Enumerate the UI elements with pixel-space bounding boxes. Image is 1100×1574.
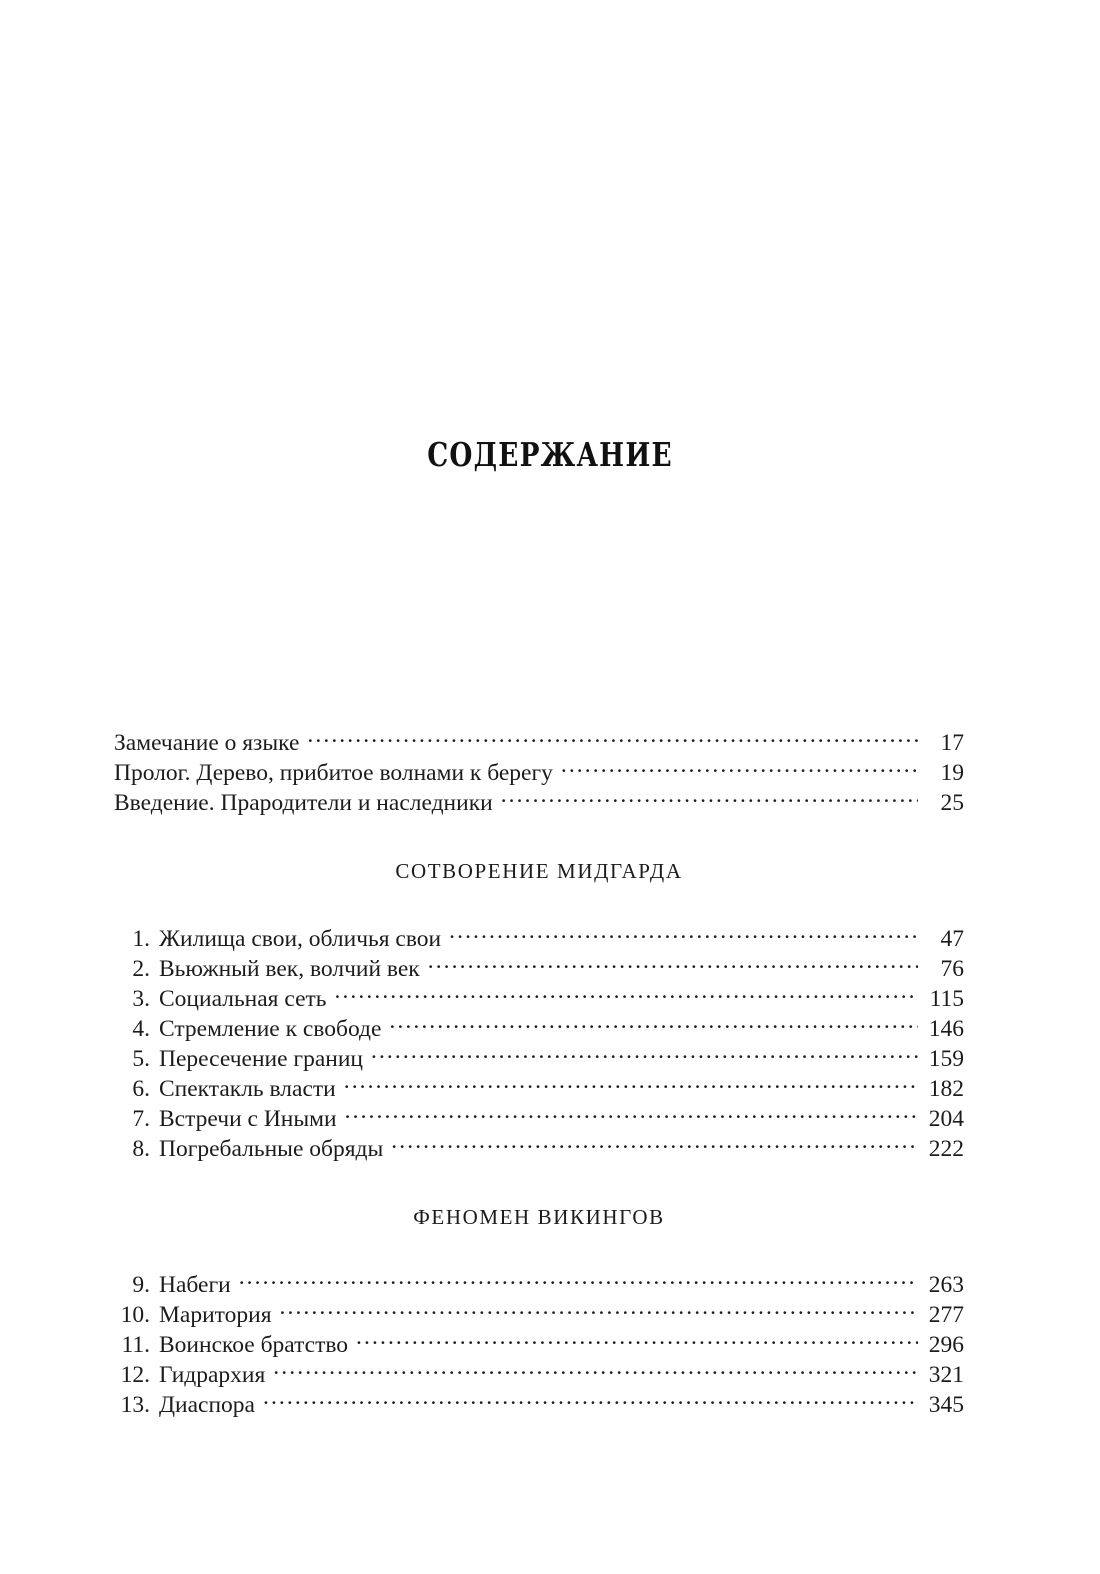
dot-leader	[389, 1012, 918, 1036]
toc-entry[interactable]	[114, 1328, 964, 1358]
toc-entry[interactable]	[114, 1298, 964, 1328]
toc-entry-label: Стремление к свободе	[159, 1015, 382, 1042]
toc-entry[interactable]	[114, 1042, 964, 1072]
toc-entry-page: 159	[928, 1045, 964, 1072]
toc-entry-label: Пересечение границ	[159, 1045, 363, 1072]
dot-leader	[344, 1072, 918, 1096]
dot-leader	[561, 756, 918, 780]
toc-entry-page: 204	[928, 1105, 964, 1132]
toc-entry-label: Жилища свои, обличья свои	[159, 925, 442, 952]
dot-leader	[371, 1042, 918, 1066]
toc-entry-number: 7.	[132, 1105, 150, 1132]
toc-entry[interactable]	[114, 1268, 964, 1298]
dot-leader	[263, 1388, 918, 1412]
toc-entry[interactable]	[114, 786, 964, 816]
toc-list	[114, 726, 964, 1418]
toc-entry-page: 47	[940, 925, 964, 952]
toc-entry[interactable]	[114, 1072, 964, 1102]
toc-entry-page: 115	[929, 985, 964, 1012]
dot-leader	[449, 922, 918, 946]
toc-entry-page: 182	[928, 1075, 964, 1102]
toc-entry-number: 6.	[132, 1075, 150, 1102]
toc-entry-label: Пролог. Дерево, прибитое волнами к берегу	[114, 759, 553, 786]
toc-entry-label: Диаспора	[159, 1391, 255, 1418]
dot-leader	[307, 726, 918, 750]
toc-entry-label: Воинское братство	[159, 1331, 349, 1358]
toc-entry-page: 25	[940, 789, 964, 816]
toc-entry-label: Погребальные обряды	[159, 1135, 384, 1162]
spacer	[114, 1228, 964, 1268]
toc-entry[interactable]	[114, 952, 964, 982]
toc-entry[interactable]	[114, 1102, 964, 1132]
spacer	[114, 882, 964, 922]
toc-entry-page: 222	[928, 1135, 964, 1162]
section-heading: СОТВОРЕНИЕ МИДГАРДА	[395, 859, 683, 883]
toc-entry-page: 17	[940, 729, 964, 756]
dot-leader	[280, 1298, 919, 1322]
toc-entry-label: Набеги	[159, 1271, 231, 1298]
toc-entry[interactable]	[114, 726, 964, 756]
dot-leader	[239, 1268, 918, 1292]
toc-entry[interactable]	[114, 1388, 964, 1418]
dot-leader	[428, 952, 918, 976]
toc-entry-number: 10.	[120, 1301, 150, 1328]
dot-leader	[356, 1328, 918, 1352]
toc-entry-number: 1.	[132, 925, 150, 952]
spacer	[114, 1162, 964, 1207]
toc-entry-page: 277	[928, 1301, 964, 1328]
toc-entry-page: 146	[928, 1015, 964, 1042]
dot-leader	[334, 982, 918, 1006]
toc-entry-page: 19	[940, 759, 964, 786]
toc-entry-label: Встречи с Иными	[159, 1105, 337, 1132]
toc-entry[interactable]	[114, 1358, 964, 1388]
toc-entry[interactable]	[114, 1012, 964, 1042]
toc-entry-page: 321	[928, 1361, 964, 1388]
dot-leader	[345, 1102, 918, 1126]
toc-entry-page: 345	[928, 1391, 964, 1418]
toc-entry-number: 4.	[132, 1015, 150, 1042]
toc-entry-label: Введение. Прародители и наследники	[114, 789, 493, 816]
toc-entry-label: Социальная сеть	[159, 985, 327, 1012]
toc-entry-number: 3.	[132, 985, 150, 1012]
toc-entry-label: Спектакль власти	[159, 1075, 336, 1102]
toc-entry-number: 2.	[132, 955, 150, 982]
toc-entry[interactable]	[114, 1132, 964, 1162]
toc-entry[interactable]	[114, 756, 964, 786]
toc-entry-number: 11.	[121, 1331, 150, 1358]
toc-sections	[114, 816, 964, 1418]
toc-entry-number: 9.	[132, 1271, 150, 1298]
toc-entry-page: 296	[928, 1331, 964, 1358]
dot-leader	[501, 786, 918, 810]
toc-entry[interactable]	[114, 982, 964, 1012]
toc-group-front-matter	[114, 726, 964, 816]
toc-entry[interactable]	[114, 922, 964, 952]
spacer	[114, 816, 964, 861]
toc-entry-label: Гидрархия	[159, 1361, 266, 1388]
toc-entry-page: 76	[940, 955, 964, 982]
toc-entry-number: 8.	[132, 1135, 150, 1162]
dot-leader	[391, 1132, 918, 1156]
toc-entry-number: 5.	[132, 1045, 150, 1072]
section-heading: ФЕНОМЕН ВИКИНГОВ	[413, 1205, 665, 1229]
page-title: содержание	[427, 423, 673, 479]
toc-entry-label: Маритория	[159, 1301, 272, 1328]
toc-entry-label: Вьюжный век, волчий век	[159, 955, 420, 982]
toc-entry-number: 13.	[120, 1391, 150, 1418]
dot-leader	[273, 1358, 918, 1382]
toc-entry-label: Замечание о языке	[114, 729, 300, 756]
toc-entry-number: 12.	[120, 1361, 150, 1388]
toc-entry-page: 263	[928, 1271, 964, 1298]
